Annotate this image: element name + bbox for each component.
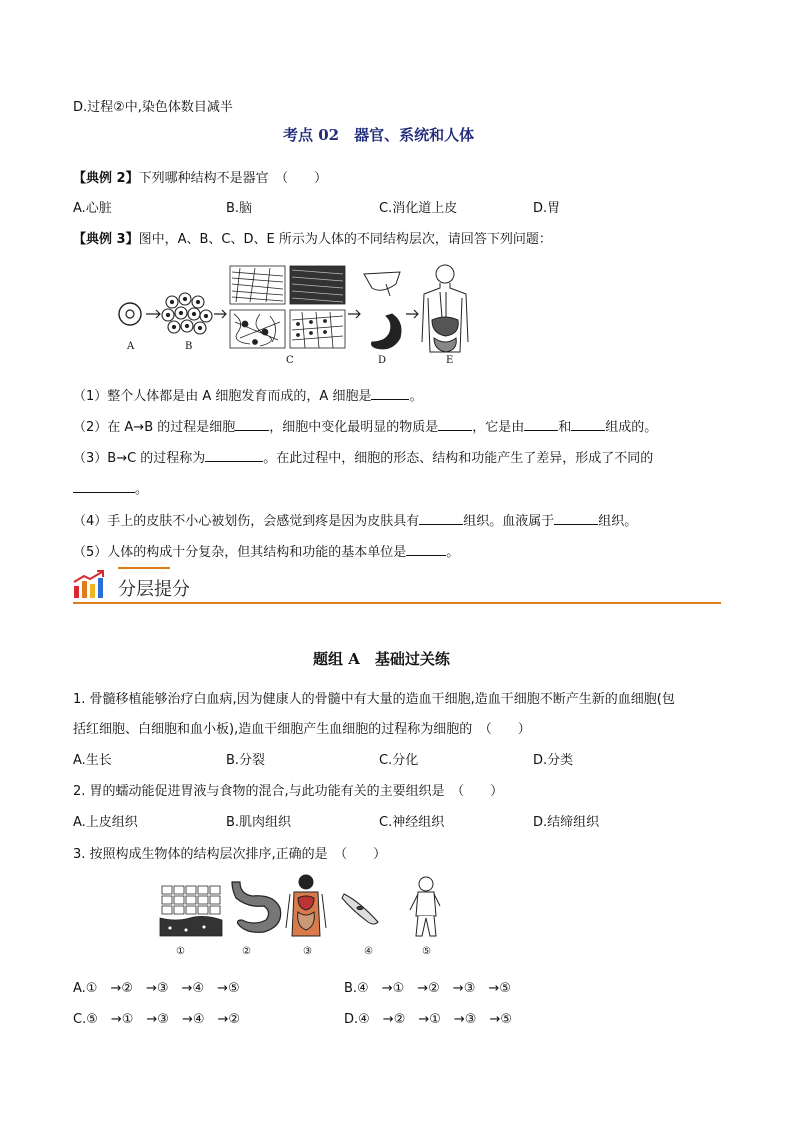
section-title: 考点 02 器官、系统和人体: [283, 126, 475, 144]
q3-figure: [156, 872, 446, 944]
text: 和: [558, 420, 572, 435]
text: 。: [135, 482, 149, 497]
answer-blank: [205, 449, 263, 462]
answer-blank: [419, 512, 463, 525]
banner-rule: [73, 602, 721, 604]
banner-title: 分层提分: [118, 579, 190, 600]
text: ，它是由: [472, 420, 525, 435]
q1-text-line2: 括红细胞、白细胞和血小板),造血干细胞产生血细胞的过程称为细胞的 （ ）: [73, 722, 531, 737]
ex2-option-b: B.脑: [226, 201, 253, 216]
human-body-e-image: [422, 265, 468, 352]
q2-text: 2. 胃的蠕动能促进胃液与食物的混合,与此功能有关的主要组织是 （ ）: [73, 784, 504, 799]
answer-blank: [371, 387, 409, 400]
q3-fig-label-4: ④: [364, 946, 373, 957]
arrow-icon: [146, 310, 160, 318]
banner-top-rule: [118, 567, 170, 569]
answer-blank: [524, 418, 558, 431]
prev-option-d: D.过程②中,染色体数目减半: [73, 100, 233, 115]
example-2-tag: 【典例 2】: [73, 171, 139, 186]
ex3-sub-question-4: [73, 510, 637, 529]
example-3-tag: 【典例 3】: [73, 232, 139, 247]
fig-label-b: B: [185, 341, 193, 352]
cell-a-image: [119, 303, 141, 325]
tissues-c-image: [230, 266, 345, 348]
muscle-cell-image: [342, 894, 378, 924]
q2-option-d: D.结缔组织: [533, 815, 600, 830]
q1-option-a: A.生长: [73, 753, 112, 768]
q2-option-b: B.肌肉组织: [226, 815, 292, 830]
ex2-option-a: A.心脏: [73, 201, 112, 216]
text: 。: [409, 389, 423, 404]
text: （3）B→C 的过程称为: [73, 451, 206, 466]
child-image: [410, 877, 440, 936]
text: （1）整个人体都是由 A 细胞发育而成的，A 细胞是: [73, 389, 372, 404]
answer-blank: [406, 543, 446, 556]
q3-option-d: D.④ →② →① →③ →⑤: [344, 1012, 512, 1027]
text: 组织。: [598, 514, 638, 529]
q1-option-b: B.分裂: [226, 753, 266, 768]
ex3-sub-question-3: [73, 447, 653, 466]
fig-label-c: C: [286, 355, 294, 366]
organs-d-image: [364, 272, 401, 349]
ex3-sub-question-3-cont: [73, 478, 148, 497]
arrow-icon: [406, 310, 418, 318]
ex3-sub-question-1: [73, 385, 422, 404]
q1-option-d: D.分类: [533, 753, 574, 768]
answer-blank: [235, 418, 269, 431]
answer-blank: [73, 480, 135, 493]
body-structure-figure: [110, 262, 470, 370]
text: （5）人体的构成十分复杂，但其结构和功能的基本单位是: [73, 545, 407, 560]
answer-blank: [438, 418, 472, 431]
text: 。: [446, 545, 460, 560]
example-2-text: 下列哪种结构不是器官 （ ）: [138, 171, 328, 186]
text: （2）在 A→B 的过程是细胞: [73, 420, 236, 435]
q3-fig-label-1: ①: [176, 946, 185, 957]
text: 组织。血液属于: [463, 514, 555, 529]
q2-option-a: A.上皮组织: [73, 815, 138, 830]
human-torso-image: [286, 875, 326, 936]
ex2-option-d: D.胃: [533, 201, 561, 216]
text: 。在此过程中，细胞的形态、结构和功能产生了差异，形成了不同的: [263, 451, 654, 466]
answer-blank: [571, 418, 605, 431]
group-title: 题组 A 基础过关练: [313, 650, 450, 668]
q3-option-c: C.⑤ →① →③ →④ →②: [73, 1012, 241, 1027]
bar-chart-up-icon: [72, 570, 108, 600]
cell-cluster-b-image: [162, 293, 212, 334]
q2-option-c: C.神经组织: [379, 815, 445, 830]
arrow-icon: [348, 310, 360, 318]
q3-fig-label-5: ⑤: [422, 946, 431, 957]
q1-text-line1: 1. 骨髓移植能够治疗白血病,因为健康人的骨髓中有大量的造血干细胞,造血干细胞不断产生新的血细胞(包: [73, 692, 675, 707]
tissue-image: [158, 880, 222, 938]
arrow-icon: [214, 310, 226, 318]
q3-option-a: A.① →② →③ →④ →⑤: [73, 981, 240, 996]
example-3-question: [73, 228, 552, 247]
q3-text: 3. 按照构成生物体的结构层次排序,正确的是 （ ）: [73, 847, 387, 862]
fig-label-e: E: [446, 355, 454, 366]
q3-option-b: B.④ →① →② →③ →⑤: [344, 981, 511, 996]
example-2-question: [73, 167, 327, 186]
ex2-option-c: C.消化道上皮: [379, 201, 458, 216]
q1-option-c: C.分化: [379, 753, 419, 768]
stomach-image: [232, 882, 281, 932]
fig-label-d: D: [378, 355, 387, 366]
q3-fig-label-2: ②: [242, 946, 251, 957]
text: ，细胞中变化最明显的物质是: [269, 420, 439, 435]
example-3-text: 图中，A、B、C、D、E 所示为人体的不同结构层次，请回答下列问题：: [138, 232, 552, 247]
ex3-sub-question-5: [73, 541, 459, 560]
q3-fig-label-3: ③: [303, 946, 312, 957]
text: （4）手上的皮肤不小心被划伤，会感觉到疼是因为皮肤具有: [73, 514, 420, 529]
answer-blank: [554, 512, 598, 525]
fig-label-a: A: [127, 341, 135, 352]
ex3-sub-question-2: [73, 416, 657, 435]
text: 组成的。: [605, 420, 658, 435]
